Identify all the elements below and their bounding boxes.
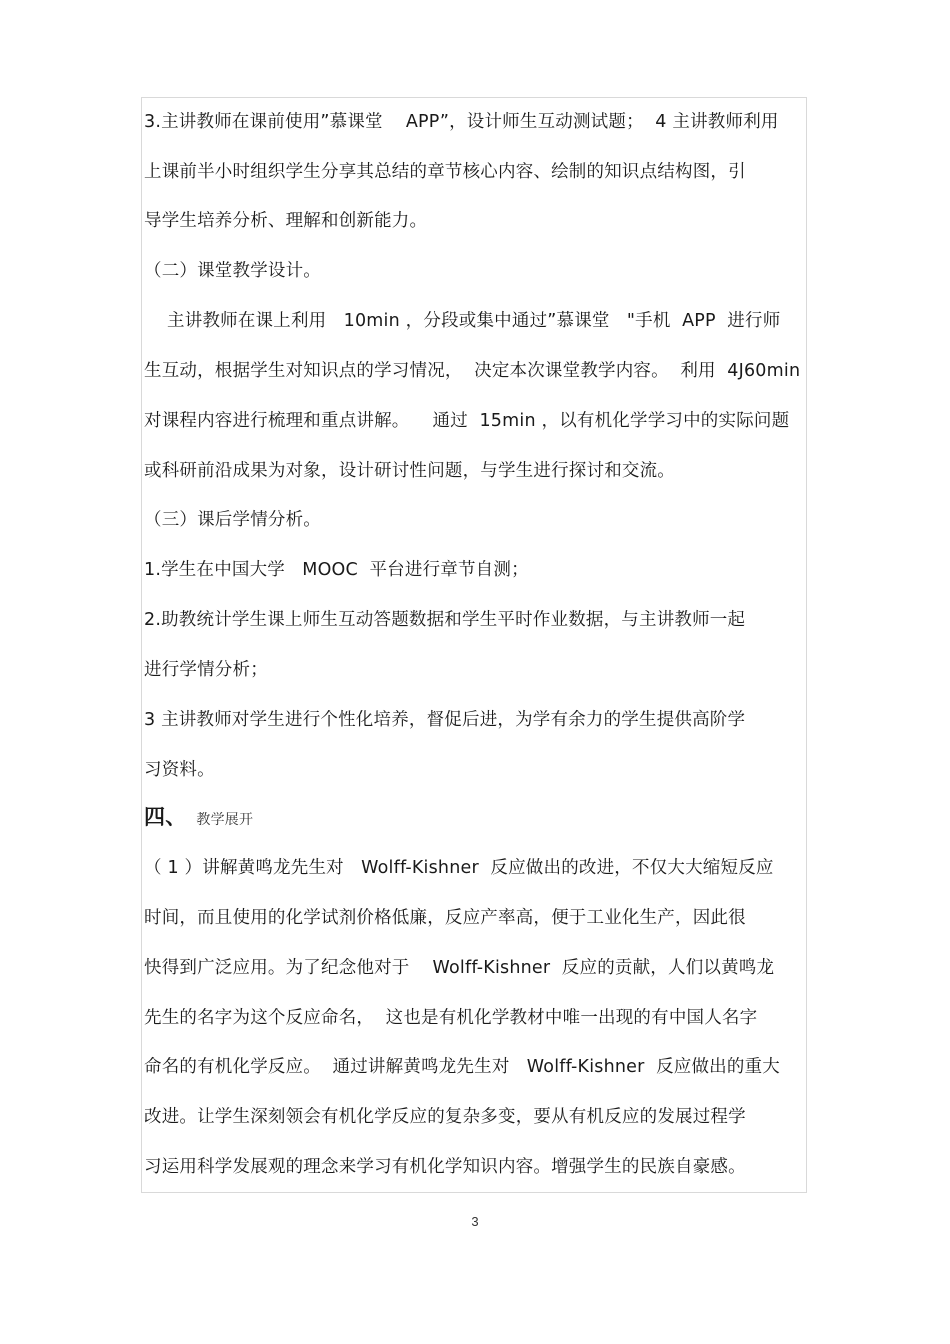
paragraph-line: 主讲教师在课上利用 10min ，分段或集中通过”慕课堂 "手机 APP 进行师 bbox=[144, 311, 781, 331]
paragraph-line: 习资料。 bbox=[144, 760, 215, 780]
paragraph-line: 习运用科学发展观的理念来学习有机化学知识内容。增强学生的民族自豪感。 bbox=[144, 1157, 746, 1177]
paragraph-line: 导学生培养分析、理解和创新能力。 bbox=[144, 211, 428, 231]
subsection-heading: （二）课堂教学设计。 bbox=[144, 261, 321, 281]
paragraph-line: 生互动，根据学生对知识点的学习情况， 决定本次课堂教学内容。 利用 4J60min bbox=[144, 361, 801, 381]
section-heading bbox=[144, 805, 253, 832]
paragraph-line: 3 主讲教师对学生进行个性化培养，督促后进，为学有余力的学生提供高阶学 bbox=[144, 710, 746, 730]
paragraph-line: 1.学生在中国大学 MOOC 平台进行章节自测； bbox=[144, 560, 529, 580]
page-number: 3 bbox=[471, 1214, 479, 1229]
paragraph-line: 命名的有机化学反应。 通过讲解黄鸣龙先生对 Wolff-Kishner 反应做出的重大 bbox=[144, 1057, 780, 1077]
paragraph-line: 快得到广泛应用。为了纪念他对于 Wolff-Kishner 反应的贡献，人们以黄鸣龙 bbox=[144, 958, 775, 978]
paragraph-line: 或科研前沿成果为对象，设计研讨性问题，与学生进行探讨和交流。 bbox=[144, 461, 675, 481]
paragraph-line: 进行学情分析； bbox=[144, 660, 268, 680]
paragraph-line: （ 1 ）讲解黄鸣龙先生对 Wolff-Kishner 反应做出的改进，不仅大大缩短反应 bbox=[144, 858, 774, 878]
paragraph-line: 2.助教统计学生课上师生互动答题数据和学生平时作业数据，与主讲教师一起 bbox=[144, 610, 746, 630]
paragraph-line: 3.主讲教师在课前使用”慕课堂 APP”，设计师生互动测试题； 4 主讲教师利用 bbox=[144, 112, 779, 132]
section-title: 教学展开 bbox=[196, 812, 254, 828]
paragraph-line: 时间，而且使用的化学试剂价格低廉，反应产率高，便于工业化生产，因此很 bbox=[144, 908, 746, 928]
section-number: 四、 bbox=[144, 805, 187, 829]
subsection-heading: （三）课后学情分析。 bbox=[144, 510, 321, 530]
paragraph-line: 先生的名字为这个反应命名， 这也是有机化学教材中唯一出现的有中国人名字 bbox=[144, 1008, 758, 1028]
paragraph-line: 对课程内容进行梳理和重点讲解。 通过 15min ，以有机化学学习中的实际问题 bbox=[144, 411, 790, 431]
paragraph-line: 改进。让学生深刻领会有机化学反应的复杂多变，要从有机反应的发展过程学 bbox=[144, 1107, 746, 1127]
paragraph-line: 上课前半小时组织学生分享其总结的章节核心内容、绘制的知识点结构图，引 bbox=[144, 162, 746, 182]
